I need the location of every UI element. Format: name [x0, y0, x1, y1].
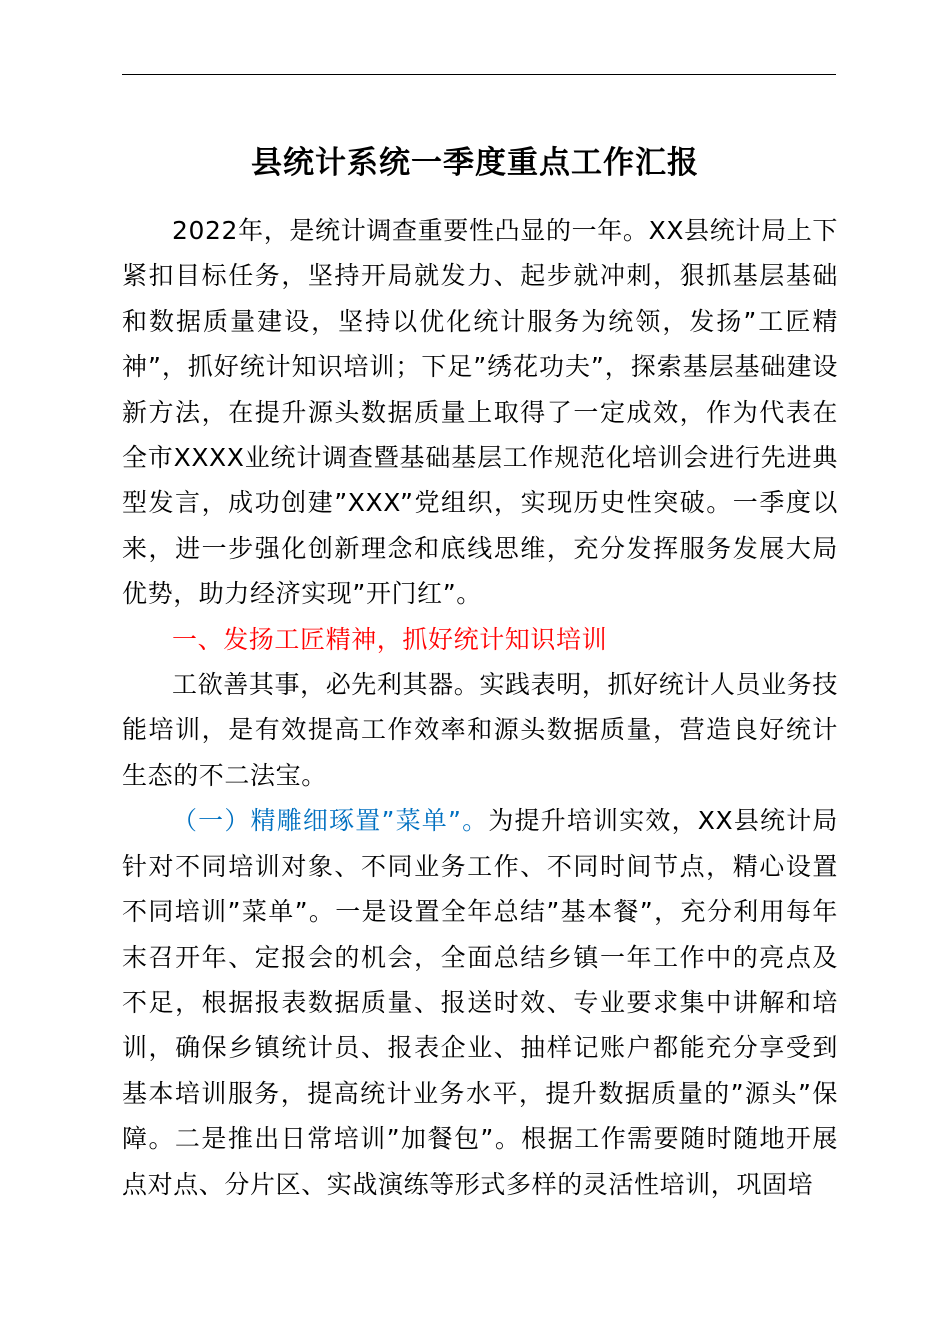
subsection-1-paragraph [122, 798, 838, 1207]
subsection-1-heading: （一）精雕细琢置”菜单”。 [172, 806, 489, 836]
document-body [122, 208, 838, 1207]
section-1-heading: 一、发扬工匠精神，抓好统计知识培训 [172, 624, 608, 654]
intro-paragraph: 2022年，是统计调查重要性凸显的一年。XX县统计局上下紧扣目标任务，坚持开局就发力、起步就冲刺，狠抓基层基础和数据质量建设，坚持以优化统计服务为统领，发扬”工匠精神”，抓好统计知识培训；下足”绣花功夫”，探索基层基础建设新方法，在提升源头数据质量上取得了一定成效，作为代表在全市XXXX业统计调查暨基础基层工作规范化培训会进行先进典型发言，成功创建”XXX”党组织，实现历史性突破。一季度以来，进一步强化创新理念和底线思维，充分发挥服务发展大局优势，助力经济实现”开门红”。 [122, 216, 838, 609]
section-1-paragraph: 工欲善其事，必先利其器。实践表明，抓好统计人员业务技能培训，是有效提高工作效率和源头数据质量，营造良好统计生态的不二法宝。 [122, 670, 838, 790]
document-title: 县统计系统一季度重点工作汇报 [251, 145, 699, 181]
subsection-1-body: 为提升培训实效，XX县统计局针对不同培训对象、不同业务工作、不同时间节点，精心设置不同培训”菜单”。一是设置全年总结”基本餐”，充分利用每年末召开年、定报会的机会，全面总结乡镇一年工作中的亮点及不足，根据报表数据质量、报送时效、专业要求集中讲解和培训，确保乡镇统计员、报表企业、抽样记账户都能充分享受到基本培训服务，提高统计业务水平，提升数据质量的”源头”保障。二是推出日常培训”加餐包”。根据工作需要随时随地开展点对点、分片区、实战演练等形式多样的灵活性培训，巩固培 [122, 806, 838, 1199]
header-rule [122, 74, 836, 75]
